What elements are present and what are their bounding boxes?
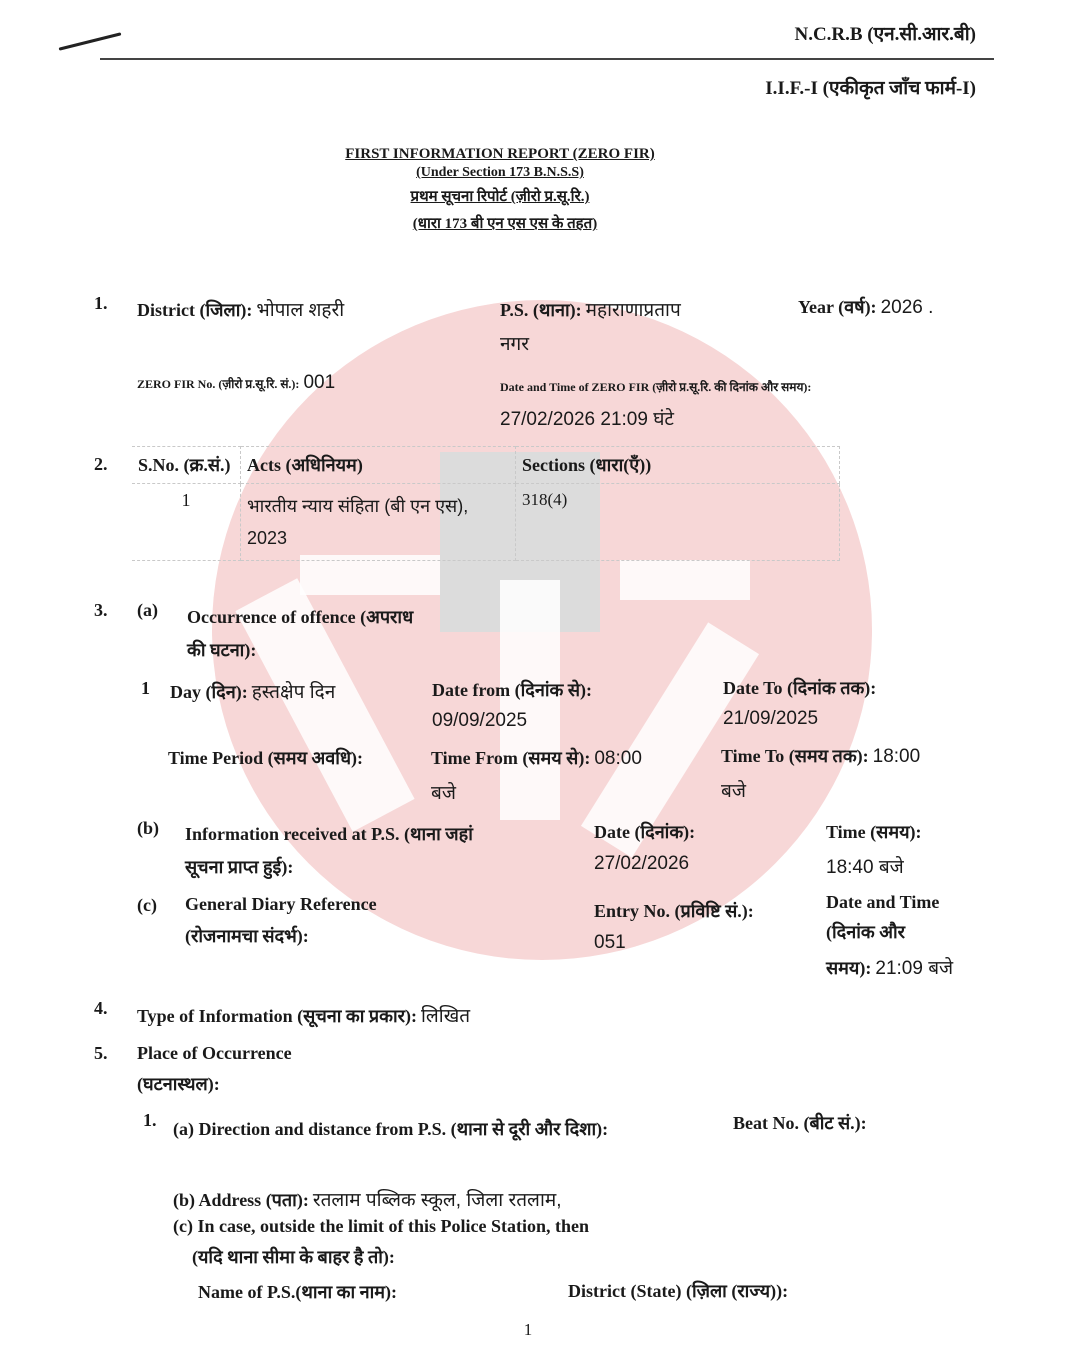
title-line-2: (Under Section 173 B.N.S.S) xyxy=(416,165,584,180)
time-from-unit: बजे xyxy=(431,783,456,804)
district-label: District (जिला): xyxy=(137,300,253,320)
info-date-value: 27/02/2026 xyxy=(594,853,690,874)
column-sections: Sections (धारा(एँ)) xyxy=(516,447,840,484)
column-sno: S.No. (क्र.सं.) xyxy=(132,447,241,484)
year-value: 2026 . xyxy=(880,297,934,318)
section-number: 4. xyxy=(94,998,108,1018)
agency-header: N.C.R.B (एन.सी.आर.बी) xyxy=(794,24,976,45)
form-name: I.I.F.-I (एकीकृत जाँच फार्म-I) xyxy=(765,78,976,99)
year-field xyxy=(798,295,933,319)
gd-datetime-label-line-3: समय): xyxy=(826,958,872,978)
entry-no-label: Entry No. (प्रविष्टि सं.): xyxy=(594,901,754,921)
gd-datetime-value: 21:09 बजे xyxy=(875,958,954,979)
gd-datetime-label-line-1: Date and Time xyxy=(826,892,940,912)
zero-fir-datetime-value: 27/02/2026 21:09 घंटे xyxy=(500,409,675,430)
acts-table-header xyxy=(132,447,840,484)
time-to-unit: बजे xyxy=(721,781,746,802)
place-label-line-1: Place of Occurrence xyxy=(137,1043,292,1063)
zero-fir-number-field xyxy=(137,372,335,394)
signature-mark xyxy=(59,32,122,50)
date-from-label: Date from (दिनांक से): xyxy=(432,680,592,700)
info-time-value: 18:40 बजे xyxy=(826,857,904,878)
district-field xyxy=(137,296,344,322)
cell-sections: 318(4) xyxy=(516,484,840,561)
district-value: भोपाल शहरी xyxy=(256,300,345,321)
table-row xyxy=(132,484,840,561)
title-line-4: (धारा 173 बी एन एस एस के तहत) xyxy=(412,216,598,232)
time-from-label: Time From (समय से): xyxy=(431,748,591,768)
info-type-value: लिखित xyxy=(420,1006,471,1027)
info-type-field xyxy=(137,1002,470,1028)
zero-fir-datetime-label: Date and Time of ZERO FIR (ज़ीरो प्र.सू.रि. की दिनांक और समय): xyxy=(500,380,812,394)
row-index: 1 xyxy=(141,678,150,698)
time-from-value: 08:00 xyxy=(594,748,642,769)
place-label-line-2: (घटनास्थल): xyxy=(137,1074,220,1094)
gd-datetime-field xyxy=(826,954,953,980)
time-from-field xyxy=(431,746,642,770)
section-number: 1. xyxy=(94,293,108,313)
gd-datetime-label-line-2: (दिनांक और xyxy=(826,922,905,942)
occurrence-label-line-1: Occurrence of offence (अपराध xyxy=(187,607,414,627)
address-field xyxy=(173,1186,562,1212)
ps-value: महाराणाप्रताप xyxy=(585,300,681,321)
page-number: 1 xyxy=(523,1320,533,1339)
day-label: Day (दिन): xyxy=(170,682,248,702)
info-type-label: Type of Information (सूचना का प्रकार): xyxy=(137,1006,417,1026)
time-to-value: 18:00 xyxy=(872,746,921,767)
subsection-a-marker: (a) xyxy=(137,600,158,620)
occurrence-label-line-2: की घटना): xyxy=(187,640,257,660)
info-received-label-line-1: Information received at P.S. (थाना जहां xyxy=(185,824,473,844)
day-value: हस्तक्षेप दिन xyxy=(251,682,336,703)
column-acts: Acts (अधिनियम) xyxy=(241,447,516,484)
year-label: Year (वर्ष): xyxy=(798,297,877,317)
district-state-label: District (State) (ज़िला (राज्य)): xyxy=(568,1281,789,1301)
time-period-label: Time Period (समय अवधि): xyxy=(168,748,363,768)
zero-fir-no-value: 001 xyxy=(303,372,336,393)
ps-label: P.S. (थाना): xyxy=(500,300,582,320)
subsection-b-marker: (b) xyxy=(137,818,159,838)
address-label: (b) Address (पता): xyxy=(173,1190,309,1210)
ps-name-label: Name of P.S.(थाना का नाम): xyxy=(198,1282,398,1302)
title-line-1: FIRST INFORMATION REPORT (ZERO FIR) xyxy=(345,146,655,162)
date-to-value: 21/09/2025 xyxy=(723,708,819,729)
place-sub-index: 1. xyxy=(143,1110,157,1130)
police-station-field xyxy=(500,296,681,322)
cell-act: भारतीय न्याय संहिता (बी एन एस), 2023 xyxy=(241,484,516,561)
entry-no-value: 051 xyxy=(594,932,626,953)
date-from-value: 09/09/2025 xyxy=(432,710,528,731)
gd-reference-label-line-2: (रोजनामचा संदर्भ): xyxy=(185,926,309,946)
info-date-label: Date (दिनांक): xyxy=(594,822,696,842)
section-number: 2. xyxy=(94,454,108,474)
section-number: 3. xyxy=(94,600,108,620)
info-time-label: Time (समय): xyxy=(826,822,922,842)
cell-sno: 1 xyxy=(132,484,241,561)
outside-limit-label-line-2: (यदि थाना सीमा के बाहर है तो): xyxy=(192,1247,395,1267)
subsection-c-marker: (c) xyxy=(137,895,157,915)
day-field xyxy=(170,678,335,704)
title-line-3: प्रथम सूचना रिपोर्ट (ज़ीरो प्र.सू.रि.) xyxy=(410,189,590,205)
direction-distance-label: (a) Direction and distance from P.S. (थाना से दूरी और दिशा): xyxy=(173,1119,609,1139)
date-to-label: Date To (दिनांक तक): xyxy=(723,678,877,698)
info-received-label-line-2: सूचना प्राप्त हुई): xyxy=(185,857,294,877)
section-number: 5. xyxy=(94,1043,108,1063)
ps-value-line-2: नगर xyxy=(500,334,530,355)
acts-table xyxy=(132,446,840,561)
time-to-field xyxy=(721,744,920,768)
beat-no-label: Beat No. (बीट सं.): xyxy=(733,1113,867,1133)
gd-reference-label-line-1: General Diary Reference xyxy=(185,894,377,914)
outside-limit-label-line-1: (c) In case, outside the limit of this Police Station, then xyxy=(173,1216,589,1236)
time-to-label: Time To (समय तक): xyxy=(721,746,869,766)
header-divider xyxy=(100,58,994,60)
address-value: रतलाम पब्लिक स्कूल, जिला रतलाम, xyxy=(312,1190,562,1211)
zero-fir-no-label: ZERO FIR No. (ज़ीरो प्र.सू.रि. सं.): xyxy=(137,377,300,391)
